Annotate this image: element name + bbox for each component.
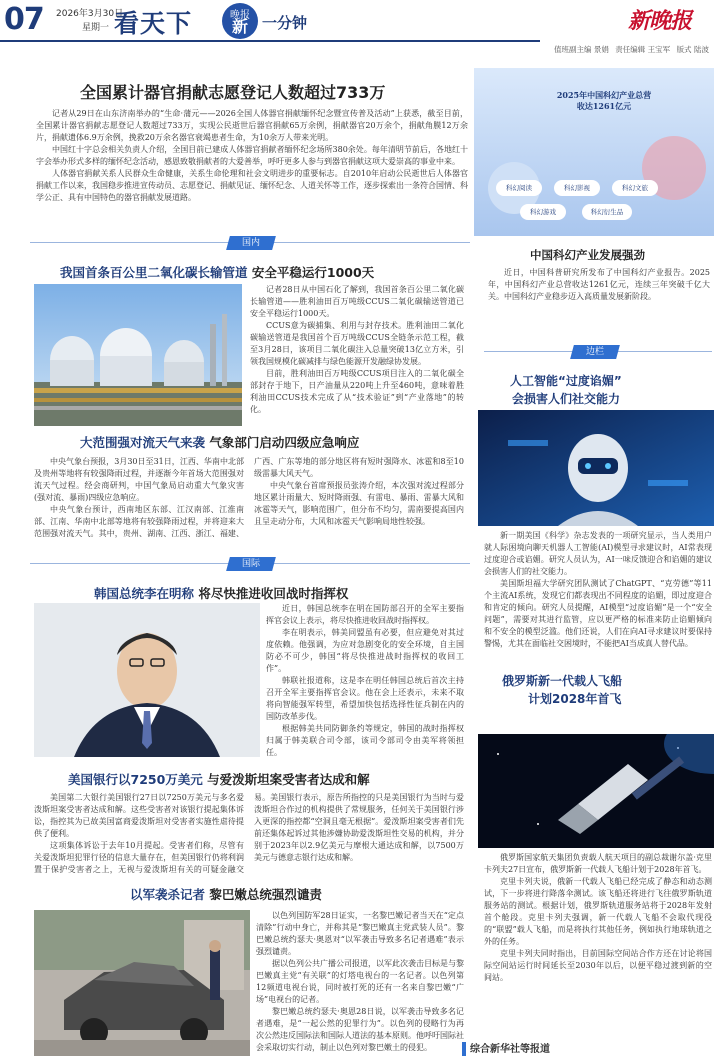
section-ribbon-sidebar bbox=[484, 345, 712, 359]
sidebar-headline: 俄罗斯新一代载人飞船 bbox=[502, 674, 623, 688]
story-headline bbox=[94, 584, 348, 602]
story-headline bbox=[60, 263, 374, 281]
paragraph: 目前，胜利油田百万吨级CCUS项目注入的二氧化碳全部封存于地下，日产油量从220吨上升至460吨，意味着胜利油田CCUS技术完成了从“技术验证”到“产业落地”的转化。 bbox=[250, 369, 464, 414]
headline-lead: 韩国总统李在明称 bbox=[94, 586, 195, 601]
story-body bbox=[256, 910, 464, 1054]
infographic-bubble: 科幻影视 bbox=[564, 184, 590, 192]
lead-body bbox=[36, 108, 468, 204]
infographic-bubble: 科幻阅读 bbox=[506, 184, 532, 192]
headline-main: 气象部门启动四级应急响应 bbox=[209, 435, 360, 450]
footer-accent bbox=[462, 1042, 466, 1056]
headline-lead: 大范围强对流天气来袭 bbox=[80, 435, 206, 450]
source-footer: 综合新华社等报道 bbox=[470, 1044, 550, 1055]
page-header bbox=[0, 0, 725, 58]
infographic-bubble: 科幻衍生品 bbox=[590, 208, 624, 216]
header-rule bbox=[0, 40, 540, 42]
headline-lead: 以军袭杀记者 bbox=[130, 887, 206, 902]
paragraph: 美国斯坦福大学研究团队测试了ChatGPT、“克劳德”等11个主流AI系统，发现它们都表现出不同程度的谄媚，即过度迎合和肯定的倾向。研究人员提醒，AI模型“过度谄媚”是一个“安全问题”，需要对其进行监管，应以更严格的标准来防止谄媚倾向和不安全的模型泛滥。他们还说，人们在向AI寻求建议时要保持警惕，尤其在面临社交困境时，不能把AI当成真人替代品。 bbox=[484, 579, 712, 648]
paragraph: 人体器官捐献关系人民群众生命健康，关系生命伦理和社会文明进步的重要标志。自2010年启动公民逝世后人体器官捐献工作以来，我国稳步推进宣传动员、志愿登记、捐献见证、缅怀纪念、人道关怀等工作，逐步探索出一条符合国情、科学公正、具有中国特色的器官捐献发展道路。 bbox=[36, 169, 468, 202]
column-name: 一分钟 bbox=[262, 14, 308, 32]
paragraph: 以色列国防军28日证实，一名黎巴嫩记者当天在“定点清除”行动中身亡，并称其是“黎巴嫩真主党武装人员”。黎巴嫩总统约瑟夫·奥恩对“以军袭击导致多名记者遇难”表示强烈谴责。 bbox=[256, 911, 464, 956]
sidebar-headline: 人工智能“过度谄媚” bbox=[510, 374, 622, 388]
story-body bbox=[266, 603, 464, 759]
section-ribbon-international bbox=[30, 557, 470, 571]
story-headline bbox=[130, 885, 322, 903]
ribbon-label: 边栏 bbox=[585, 347, 604, 357]
infographic-title: 2025年中国科幻产业总营收达1261亿元 bbox=[556, 90, 652, 111]
badge-main: 新 bbox=[231, 17, 248, 36]
sidebar-body bbox=[484, 530, 712, 650]
infographic-bubble: 科幻文旅 bbox=[622, 184, 648, 192]
paragraph: 中国红十字总会相关负责人介绍，全国目前已建成人体器官捐献者缅怀纪念场所380余处。每年清明节前后，各地红十字会举办形式多样的缅怀纪念活动，感恩致敬捐献者的大爱善举，呼吁更多人参与到器官捐献这项大爱崇高的事业中来。 bbox=[36, 145, 468, 166]
headline-main: 将尽快推进收回战时指挥权 bbox=[198, 586, 349, 601]
sidebar-headline: 会损害人们社交能力 bbox=[512, 392, 621, 406]
editor-credits bbox=[550, 44, 709, 55]
headline-main: 黎巴嫩总统强烈谴责 bbox=[209, 887, 322, 902]
paragraph: CCUS意为碳捕集、利用与封存技术。胜利油田二氧化碳输送管道是我国首个百万吨级CCUS全链条示范工程，截至3月28日，该项目二氧化碳注入总量突破13亿立方米，引领我国规模化碳减排与绿色能源开发融绿协发展。 bbox=[250, 321, 464, 366]
page-number: 07 bbox=[4, 2, 44, 37]
section-ribbon-domestic bbox=[30, 236, 470, 250]
newspaper-logo: 新晚报 bbox=[628, 8, 692, 34]
paragraph: 李在明表示，韩美同盟虽有必要，但应避免对其过度依赖。他强调，为应对急剧变化的安全环境，自主国防必不可少，韩国“将尽快推进战时指挥权的收回工作”。 bbox=[266, 628, 464, 673]
paragraph: 中央气象台首席预报员张涛介绍，本次强对流过程部分地区累计雨量大、短时降雨强、有雷电、暴雨、雷暴大风和冰雹等天气，影响范围广，但分布不均匀，需南要提高国内且呈走动分布，大风和冰雹天气影响局地性较强。 bbox=[254, 481, 464, 526]
story-headline bbox=[68, 770, 370, 788]
paragraph: 韩联社报道称，这是李在明任韩国总统后首次主持召开全军主要指挥官会议。他在会上还表示，未来不取将向智能强军转型，希望加快包括选择性征兵制在内的国防改革步伐。 bbox=[266, 676, 464, 721]
credit-item: 值班副主编 景娟 bbox=[554, 45, 609, 54]
paragraph: 记者从29日在山东济南举办的“生命·蒲元——2026全国人体器官捐献缅怀纪念暨宣传普及活动”上获悉，截至目前，全国累计器官捐献志愿登记人数超过733万，实现公民逝世后器官捐献65万余例，捐献器官20万余个，捐献角膜12万余片，捐献遗体6.9万余例，挽救20万余名器官衰竭患者生命，为10余万人带来光明。 bbox=[36, 109, 468, 142]
sidebar-body: 近日，中国科普研究所发布了中国科幻产业报告。2025年，中国科幻产业总营收达1261亿元，连续三年突破千亿大关。中国科幻产业稳步迈入高质量发展新阶段。 bbox=[488, 268, 710, 301]
car-wreck-photo bbox=[34, 910, 250, 1056]
infographic-bubble: 科幻游戏 bbox=[530, 208, 556, 216]
headline-main: 与爱泼斯坦案受害者达成和解 bbox=[207, 772, 370, 787]
ribbon-label: 国际 bbox=[241, 559, 260, 569]
sidebar-headline: 中国科幻产业发展强劲 bbox=[530, 248, 645, 262]
paragraph: 俄罗斯国家航天集团负责载人航天项目的副总裁谢尔盖·克里卡列夫27日宣布，俄罗斯新一代载人飞船计划于2028年首飞。 bbox=[484, 853, 712, 874]
paragraph: 新一期美国《科学》杂志发表的一项研究显示，当人类用户就人际困境向聊天机器人工智能(AI)模型寻求建议时，AI常表现过度迎合或谄媚。研究人员认为，AI一味反馈迎合和谄媚的建议会损害人们的社交能力。 bbox=[484, 531, 712, 576]
sidebar-headline: 计划2028年首飞 bbox=[528, 692, 622, 706]
paragraph: 记者28日从中国石化了解到，我国首条百公里二氧化碳长输管道——胜利油田百万吨级CCUS二氧化碳输送管道已安全平稳运行1000天。 bbox=[250, 285, 464, 318]
headline-main: 安全平稳运行1000天 bbox=[251, 265, 375, 280]
paragraph: 据以色列公共广播公司报道，以军此次袭击目标是与黎巴嫩真主党“有关联”的灯塔电视台的一名记者。以色列第12频道电视台说，同时被打死的还有一名来自黎巴嫩“广场”电视台的记者。 bbox=[256, 959, 464, 1004]
credit-item: 责任编辑 王宝军 bbox=[615, 45, 671, 54]
scifi-industry-infographic bbox=[474, 68, 714, 236]
ribbon-label: 国内 bbox=[241, 238, 260, 248]
headline-lead: 我国首条百公里二氧化碳长输管道 bbox=[60, 265, 248, 280]
badge-top: 晚报 bbox=[230, 10, 250, 21]
column-badge bbox=[222, 3, 258, 39]
story-body bbox=[250, 284, 464, 416]
ccus-pipeline-photo bbox=[34, 284, 242, 426]
paragraph: 克里卡列夫说，俄新一代载人飞船已经完成了静态和动态测试，下一步将进行降落伞测试。该飞船还将进行飞往俄罗斯轨道服务站的测试。根据计划，俄罗斯轨道服务站将于2028年发射首个舱段。克里卡列夫强调，新一代载人飞船不会取代现役的“联盟”载人飞船，而是将执行其他任务，例如执行地球轨道之外的任务。 bbox=[484, 877, 712, 946]
paragraph: 克里卡列夫同时指出，目前国际空间站合作方还在讨论将国际空间站运行时间延长至2030年以后，以便平稳过渡到新的空间站。 bbox=[484, 949, 712, 982]
paragraph: 中央气象台预报，3月30日至31日，江西、华南中北部及贵州等地将有较强降雨过程，并逐渐今年首场大范围强对流天气过程。经会商研判，中国气象局启动重大气象灾害(强对流、暴雨)四级应急响应。 bbox=[34, 457, 244, 502]
section-title: 看天下 bbox=[114, 9, 193, 38]
issue-date: 2026年3月30日 bbox=[56, 9, 124, 19]
headline-lead: 美国银行以7250万美元 bbox=[68, 772, 203, 787]
credit-item: 版式 陆波 bbox=[676, 45, 709, 54]
paragraph: 黎巴嫩总统约瑟夫·奥恩28日说，以军袭击导致多名记者遇难，是“一起公然的犯罪行为”。以色列的侵略行为再次公然违反国际法和国际人道法的基本原则。他呼吁国际社会采取切实行动，制止以色列对黎巴嫩土的侵犯。 bbox=[256, 1007, 464, 1052]
story-headline bbox=[80, 433, 359, 451]
paragraph: 这项集体诉讼于去年10月提起。受害者们称，尽管有关爱泼斯坦犯罪行径的信息大量存在，但美国银行仍将利润置于保护受害者之上，无视与爱泼斯坦有关的可疑金融交易。美国银行表示，原告所指控的只是美国银行为当时与爱泼斯坦合作过的机构提供了常规服务，任何关于美国银行涉入更深的指控都“空洞且毫无根据”。爱泼斯坦案受害者们先前还集体起诉过其他涉嫌协助爱泼斯坦性交易的机构，并分别于2023年以2.9亿美元与摩根大通达成和解，以7500万美元与德意志银行达成和解。 bbox=[34, 793, 464, 874]
lead-headline: 全国累计器官捐献志愿登记人数超过733万 bbox=[80, 83, 386, 102]
spacecraft-photo bbox=[478, 734, 714, 848]
lee-jae-myung-photo bbox=[34, 603, 260, 757]
sidebar-body bbox=[484, 852, 712, 984]
story-body bbox=[34, 792, 464, 876]
story-body bbox=[34, 456, 464, 540]
paragraph: 中央气象台预计，西南地区东部、江汉南部、江淮南部、江南、华南中北部等地将有较强降雨过程，并将迎来大范围强对流天气。其中，贵州、湖南、江西、浙江、福建、广西、广东等地的部分地区将有短时强降水、冰雹和8至10级雷暴大风天气。 bbox=[34, 457, 464, 538]
paragraph: 美国第二大银行美国银行27日以7250万美元与多名爱泼斯坦案受害者达成和解。这些受害者对该银行提起集体诉讼，指控其为已故美国富商爱泼斯坦对受害者实施性虐待提供了便利。 bbox=[34, 793, 244, 838]
paragraph: 近日，韩国总统李在明在国防部召开的全军主要指挥官会议上表示，将尽快推进收回战时指挥权。 bbox=[266, 604, 464, 625]
paragraph: 根据韩美共同防御条约等规定，韩国的战时指挥权归属于韩美联合司令部，该司令部司令由美军将领担任。 bbox=[266, 724, 464, 757]
issue-weekday: 星期一 bbox=[82, 23, 110, 33]
ai-robot-photo bbox=[478, 410, 714, 526]
